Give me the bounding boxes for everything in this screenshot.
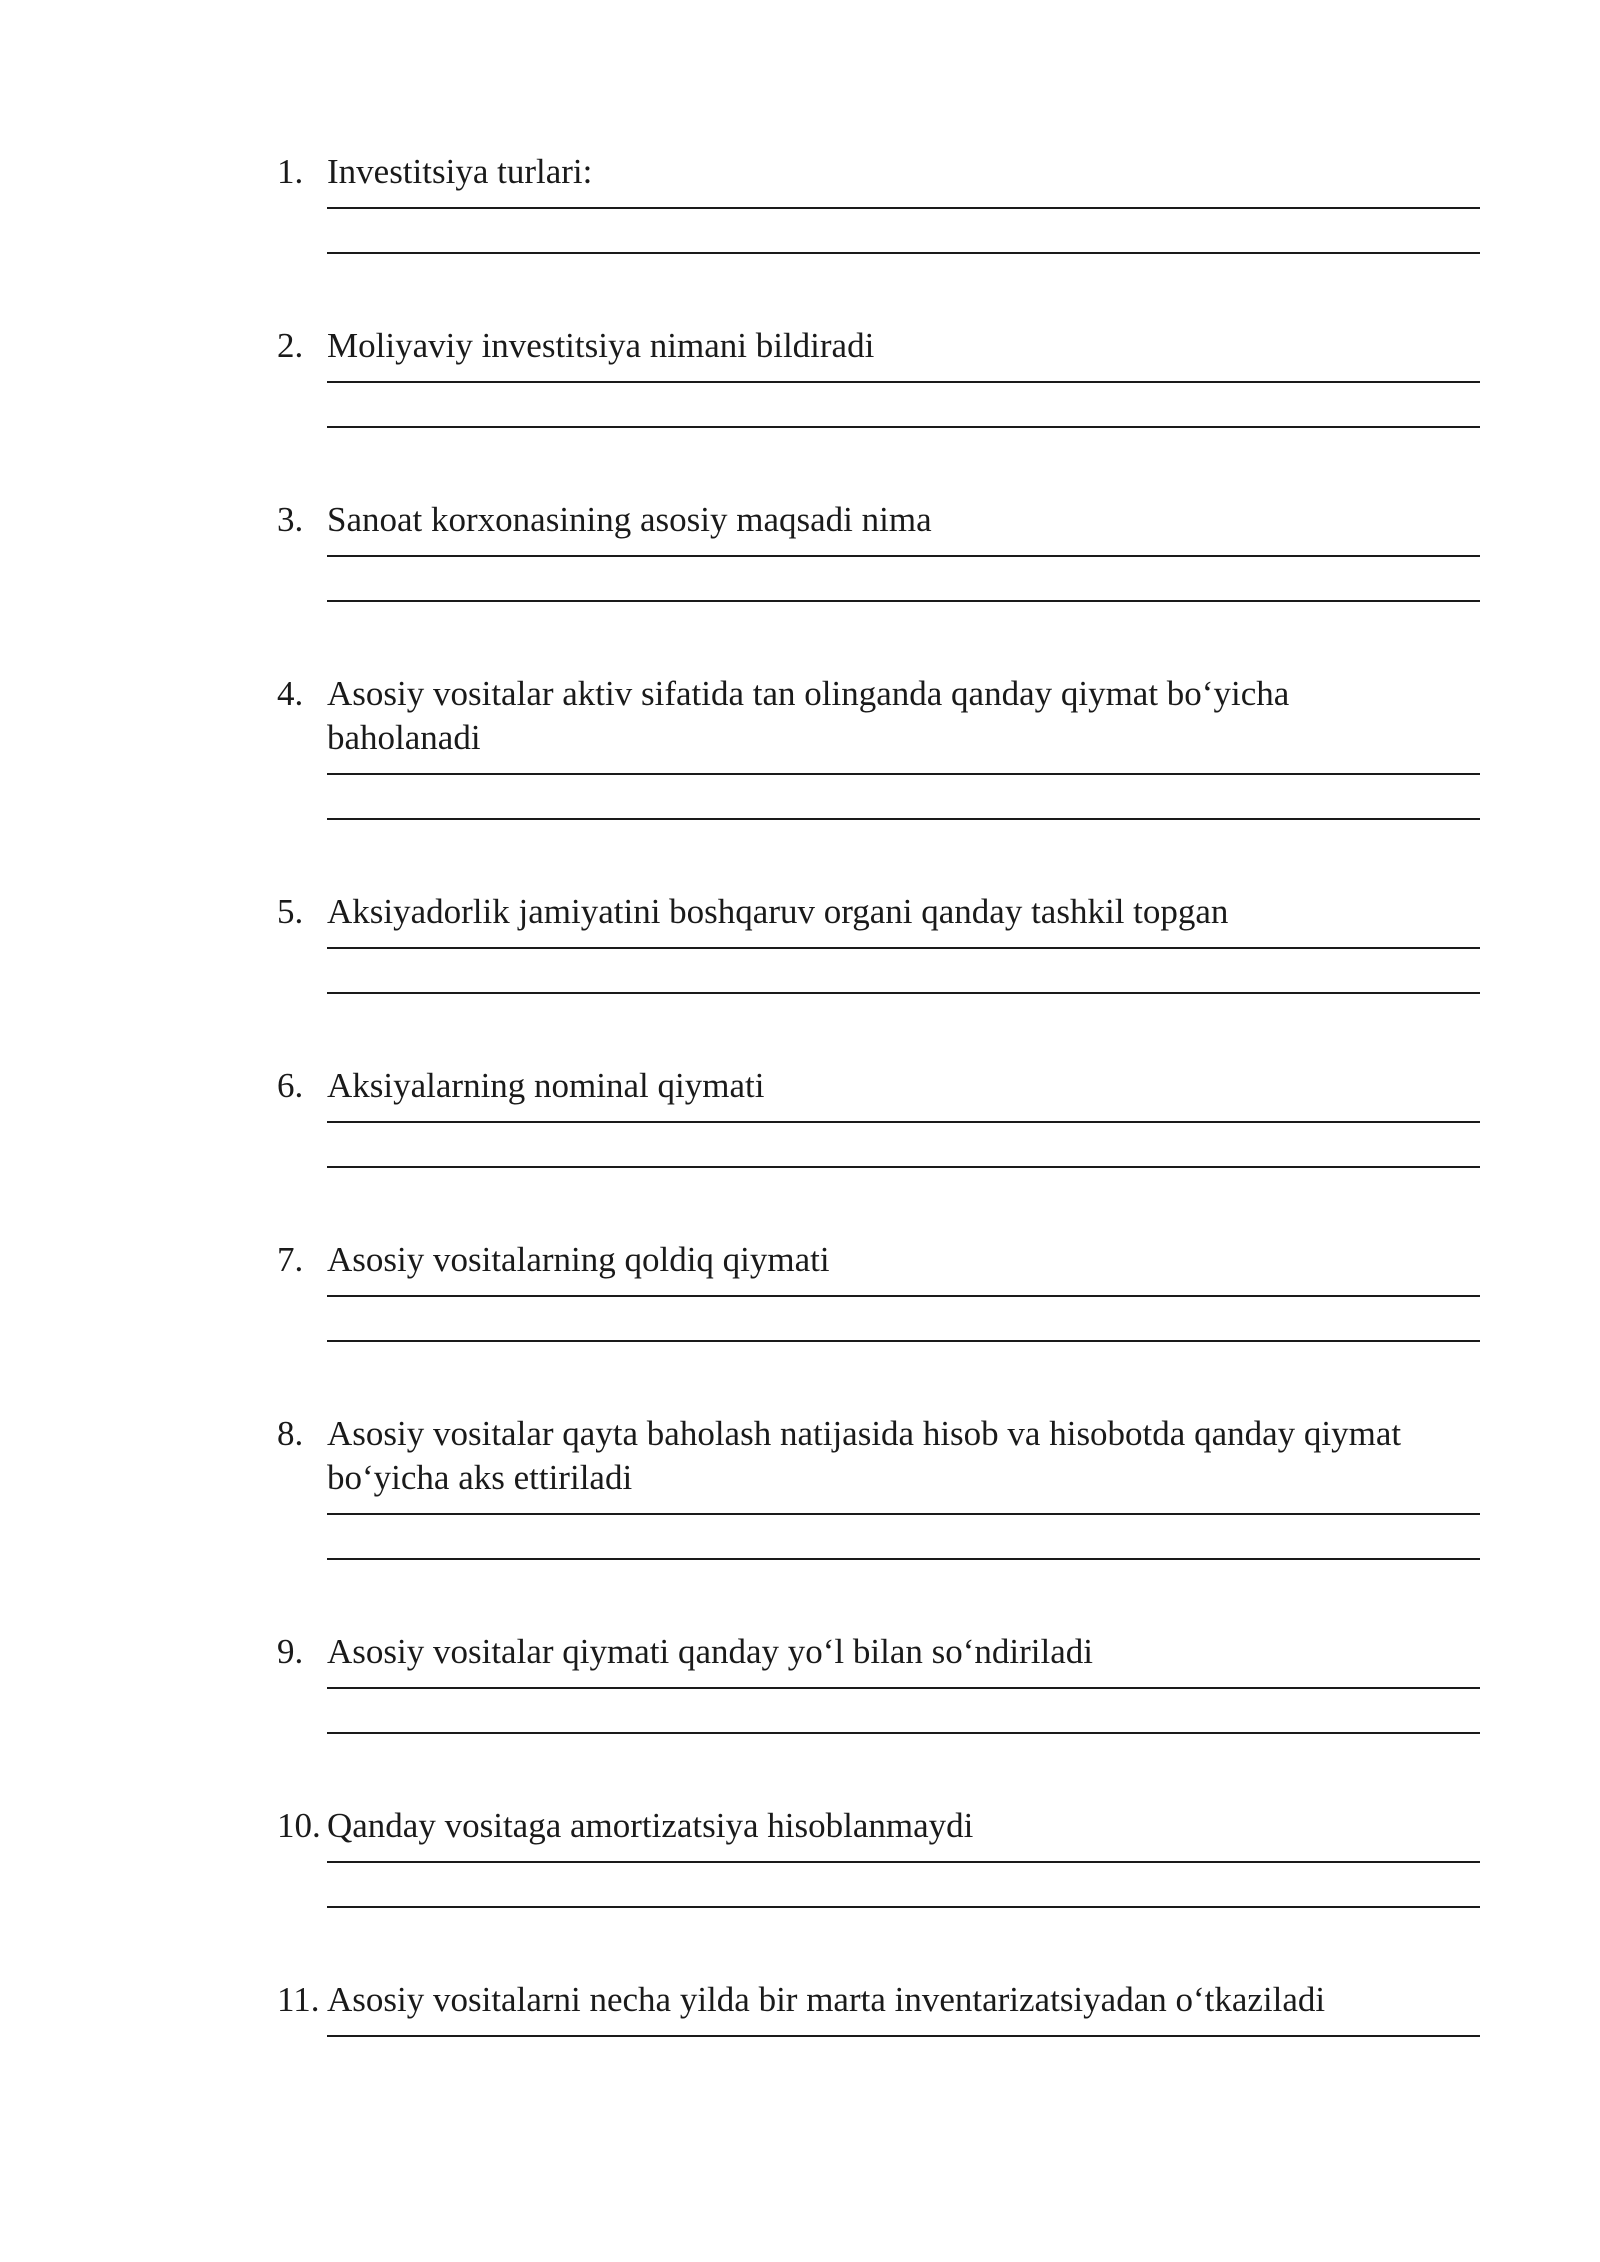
question-item-11 (277, 1978, 1487, 2152)
question-number: 5. (277, 892, 304, 931)
question-text: Asosiy vositalar qiymati qanday yo‘l bilan so‘ndiriladi (327, 1632, 1093, 1671)
question-text: Investitsiya turlari: (327, 152, 593, 191)
answer-line[interactable] (327, 1121, 1480, 1123)
question-number: 10. (277, 1806, 321, 1845)
answer-line[interactable] (327, 555, 1480, 557)
answer-line[interactable] (327, 381, 1480, 383)
question-text: Sanoat korxonasining asosiy maqsadi nima (327, 500, 932, 539)
question-text: Qanday vositaga amortizatsiya hisoblanmaydi (327, 1806, 974, 1845)
question-number: 9. (277, 1632, 304, 1671)
answer-line[interactable] (327, 1906, 1480, 1908)
answer-line[interactable] (327, 207, 1480, 209)
answer-line[interactable] (327, 252, 1480, 254)
answer-line[interactable] (327, 600, 1480, 602)
question-item-8 (277, 1412, 1487, 1630)
question-text: Asosiy vositalar aktiv sifatida tan olinganda qanday qiymat bo‘yicha baholanadi (327, 674, 1290, 757)
question-text: Asosiy vositalar qayta baholash natijasida hisob va hisobotda qanday qiymat bo‘yicha aks ettiriladi (327, 1414, 1402, 1497)
answer-line[interactable] (327, 947, 1480, 949)
question-text: Asosiy vositalarni necha yilda bir marta inventarizatsiyadan o‘tkaziladi (327, 1980, 1326, 2019)
question-text: Asosiy vositalarning qoldiq qiymati (327, 1240, 830, 1279)
question-item-9 (277, 1630, 1487, 1804)
answer-line[interactable] (327, 1861, 1480, 1863)
question-number: 11. (277, 1980, 320, 2019)
question-number: 4. (277, 674, 304, 713)
answer-line[interactable] (327, 1295, 1480, 1297)
answer-line[interactable] (327, 1166, 1480, 1168)
answer-line[interactable] (327, 1340, 1480, 1342)
question-number: 3. (277, 500, 304, 539)
answer-line[interactable] (327, 1732, 1480, 1734)
question-item-10 (277, 1804, 1487, 1978)
answer-line[interactable] (327, 773, 1480, 775)
question-number: 2. (277, 326, 304, 365)
question-number: 6. (277, 1066, 304, 1105)
question-number: 1. (277, 152, 304, 191)
answer-line[interactable] (327, 2035, 1480, 2037)
question-item-5 (277, 890, 1487, 1064)
question-item-2 (277, 324, 1487, 498)
answer-line[interactable] (327, 818, 1480, 820)
answer-line[interactable] (327, 1687, 1480, 1689)
question-item-6 (277, 1064, 1487, 1238)
question-item-4 (277, 672, 1487, 890)
question-number: 8. (277, 1414, 304, 1453)
answer-line[interactable] (327, 426, 1480, 428)
question-list (277, 150, 1487, 2152)
question-text: Moliyaviy investitsiya nimani bildiradi (327, 326, 875, 365)
question-item-7 (277, 1238, 1487, 1412)
question-item-3 (277, 498, 1487, 672)
answer-line[interactable] (327, 1513, 1480, 1515)
question-number: 7. (277, 1240, 304, 1279)
question-text: Aksiyalarning nominal qiymati (327, 1066, 765, 1105)
answer-line[interactable] (327, 992, 1480, 994)
question-item-1 (277, 150, 1487, 324)
answer-line[interactable] (327, 1558, 1480, 1560)
question-text: Aksiyadorlik jamiyatini boshqaruv organi qanday tashkil topgan (327, 892, 1229, 931)
